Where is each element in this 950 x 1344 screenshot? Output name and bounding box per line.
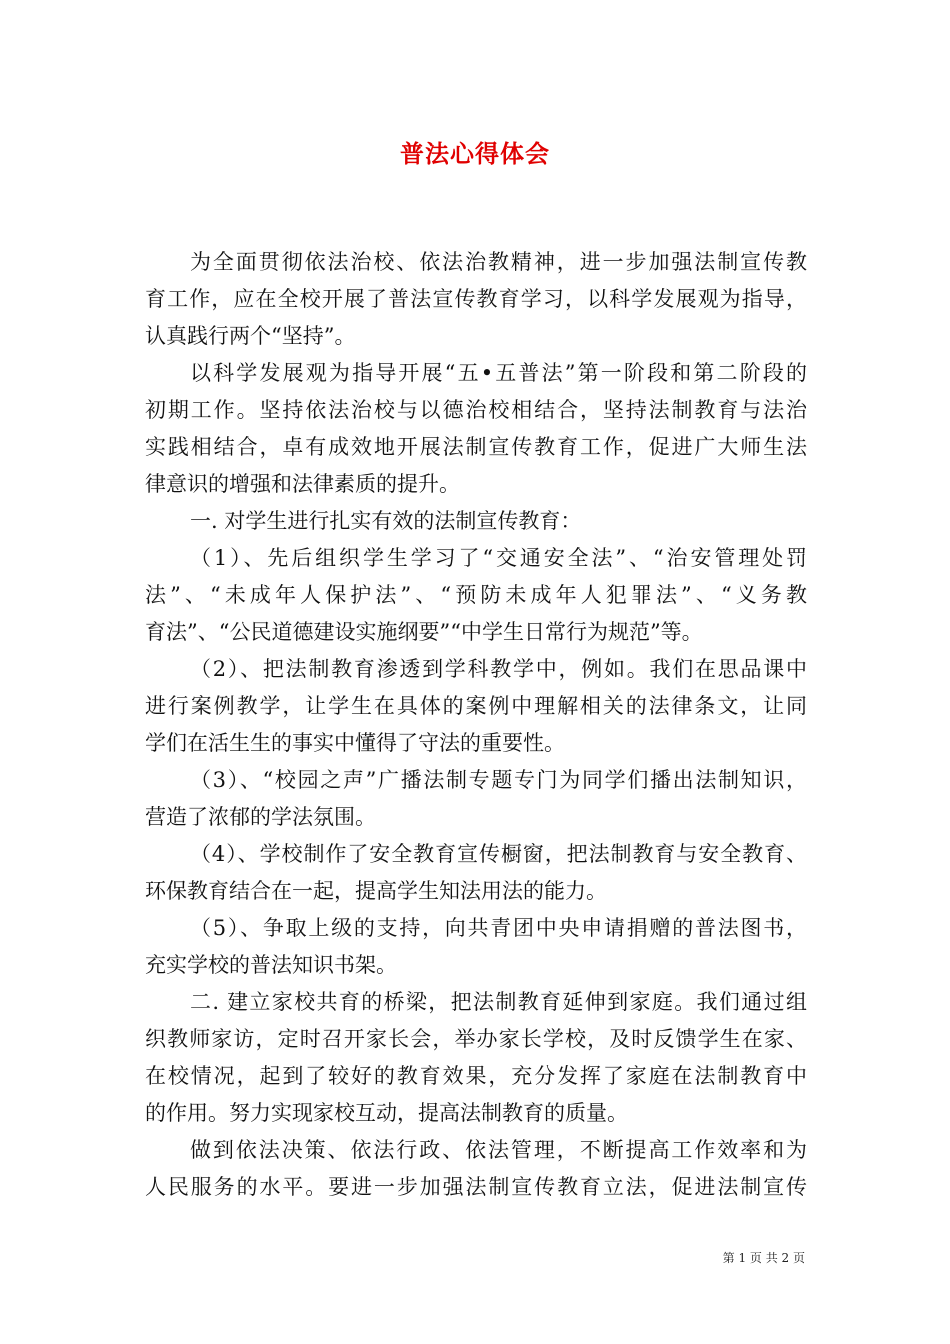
text-line: 育工作，应在全校开展了普法宣传教育学习，以科学发展观为指导，	[145, 287, 807, 311]
paragraph	[145, 836, 807, 910]
text-line: 营造了浓郁的学法氛围。	[145, 805, 376, 829]
text-line: （1）、先后组织学生学习了“交通安全法”、“治安管理处罚	[190, 546, 807, 570]
text-line: 学们在活生生的事实中懂得了守法的重要性。	[145, 731, 565, 755]
paragraph	[145, 762, 807, 836]
text-line: 一. 对学生进行扎实有效的法制宣传教育：	[190, 509, 582, 533]
text-line: 律意识的增强和法律素质的提升。	[145, 472, 460, 496]
text-line: （4）、学校制作了安全教育宣传橱窗，把法制教育与安全教育、	[190, 842, 807, 866]
document-body	[145, 244, 807, 1206]
document-title: 普法心得体会	[400, 139, 550, 168]
text-line: 实践相结合，卓有成效地开展法制宣传教育工作，促进广大师生法	[145, 435, 807, 459]
page-number: 第 1 页 共 2 页	[722, 1251, 805, 1265]
text-line: 进行案例教学，让学生在具体的案例中理解相关的法律条文，让同	[145, 694, 807, 718]
text-line: 做到依法决策、依法行政、依法管理，不断提高工作效率和为	[190, 1138, 807, 1162]
text-line: 在校情况，起到了较好的教育效果，充分发挥了家庭在法制教育中	[145, 1064, 807, 1088]
text-line: 二. 建立家校共育的桥梁，把法制教育延伸到家庭。我们通过组	[190, 990, 807, 1014]
text-line: 初期工作。坚持依法治校与以德治校相结合，坚持法制教育与法治	[145, 398, 807, 422]
text-line: 认真践行两个“坚持”。	[145, 324, 356, 348]
text-line: 以科学发展观为指导开展“五•五普法”第一阶段和第二阶段的	[190, 361, 807, 385]
text-line: 为全面贯彻依法治校、依法治教精神，进一步加强法制宣传教	[190, 250, 807, 274]
paragraph	[145, 503, 807, 540]
paragraph	[145, 355, 807, 503]
text-line: 法”、“未成年人保护法”、“预防未成年人犯罪法”、“义务教	[145, 583, 807, 607]
paragraph	[145, 910, 807, 984]
text-line: 的作用。努力实现家校互动，提高法制教育的质量。	[145, 1101, 628, 1125]
text-line: （2）、把法制教育渗透到学科教学中，例如。我们在思品课中	[190, 657, 807, 681]
text-line: 育法”、“公民道德建设实施纲要”“中学生日常行为规范”等。	[145, 620, 703, 644]
paragraph	[145, 244, 807, 355]
text-line: （3）、“校园之声”广播法制专题专门为同学们播出法制知识，	[190, 768, 807, 792]
text-line: （5）、争取上级的支持，向共青团中央申请捐赠的普法图书，	[190, 916, 807, 940]
text-line: 织教师家访，定时召开家长会，举办家长学校，及时反馈学生在家、	[145, 1027, 807, 1051]
paragraph	[145, 540, 807, 651]
paragraph	[145, 1132, 807, 1206]
text-line: 人民服务的水平。要进一步加强法制宣传教育立法，促进法制宣传	[145, 1175, 807, 1199]
paragraph	[145, 984, 807, 1132]
text-line: 环保教育结合在一起，提高学生知法用法的能力。	[145, 879, 607, 903]
text-line: 充实学校的普法知识书架。	[145, 953, 397, 977]
paragraph	[145, 651, 807, 762]
